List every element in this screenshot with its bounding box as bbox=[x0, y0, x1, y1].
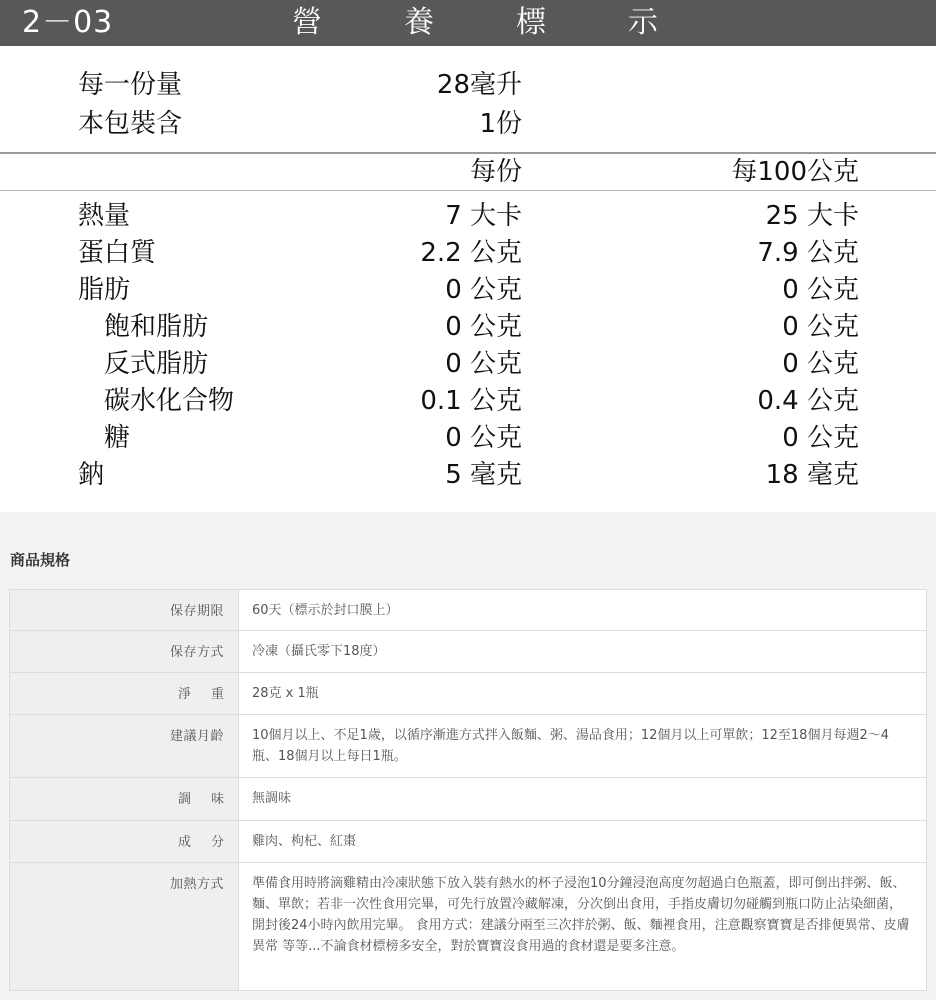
spec-row bbox=[10, 778, 927, 821]
spec-row bbox=[10, 631, 927, 673]
spec-key-text: 調味 bbox=[177, 792, 244, 807]
nutrient-per-100: 0 公克 bbox=[782, 423, 859, 453]
nutrient-name: 熱量 bbox=[78, 201, 131, 231]
nutrient-per-serving: 5 毫克 bbox=[445, 460, 522, 490]
label-title bbox=[292, 4, 740, 42]
spec-title: 商品規格 bbox=[10, 551, 71, 569]
spec-row bbox=[10, 590, 927, 631]
serving-size-value: 28毫升 bbox=[436, 70, 522, 100]
nutrient-name: 糖 bbox=[104, 423, 131, 453]
nutrient-name: 飽和脂肪 bbox=[104, 312, 209, 342]
spec-key bbox=[10, 821, 244, 863]
spec-key: 建議月齡 bbox=[10, 715, 239, 778]
nutrient-per-serving: 0 公克 bbox=[445, 349, 522, 379]
spec-key-text: 成分 bbox=[177, 835, 244, 850]
nutrient-name: 蛋白質 bbox=[78, 238, 157, 268]
nutrient-per-100: 0.4 公克 bbox=[757, 386, 859, 416]
nutrient-per-100: 18 毫克 bbox=[765, 460, 859, 490]
nutrient-per-100: 0 公克 bbox=[782, 349, 859, 379]
spec-value: 準備食用時將滴雞精由冷凍狀態下放入裝有熱水的杯子浸泡10分鐘浸泡高度勿超過白色瓶蓋，即可倒出拌粥、飯、麵、單飲；若非一次性食用完畢，可先行放置冷藏解凍，分次倒出食用，手指皮膚切勿碰觸到瓶口防止沾染細菌，開封後24小時內飲用完畢。 食用方式：建議分兩至三次拌於粥、飯、麵裡食用，注意觀察寶寶是否排便異常、皮膚異常 等等...不論食材標榜多安全，對於寶寶沒食用過的食材還是要多注意。 bbox=[239, 863, 927, 991]
nutrient-per-serving: 2.2 公克 bbox=[420, 238, 522, 268]
nutrient-name: 反式脂肪 bbox=[104, 349, 209, 379]
nutrient-per-100: 7.9 公克 bbox=[757, 238, 859, 268]
label-header bbox=[0, 0, 936, 46]
spec-key bbox=[10, 778, 244, 821]
spec-key-text: 淨重 bbox=[177, 687, 244, 702]
spec-row bbox=[10, 821, 927, 863]
nutrient-per-serving: 0 公克 bbox=[445, 423, 522, 453]
spec-value: 28克 x 1瓶 bbox=[239, 673, 927, 715]
nutrient-per-serving: 0 公克 bbox=[445, 275, 522, 305]
divider bbox=[0, 190, 936, 191]
spec-value: 10個月以上、不足1歲，以循序漸進方式拌入飯麵、粥、湯品食用；12個月以上可單飲；12至18個月每週2～4瓶、18個月以上每日1瓶。 bbox=[239, 715, 927, 778]
servings-label: 本包裝含 bbox=[78, 109, 183, 139]
nutrient-name: 脂肪 bbox=[78, 275, 131, 305]
spec-key: 保存期限 bbox=[10, 590, 239, 631]
nutrient-per-serving: 7 大卡 bbox=[445, 201, 522, 231]
nutrient-per-serving: 0.1 公克 bbox=[420, 386, 522, 416]
spec-row bbox=[10, 863, 927, 991]
servings-value: 1份 bbox=[479, 109, 522, 139]
spec-key bbox=[10, 673, 244, 715]
spec-value: 60天（標示於封口膜上） bbox=[239, 590, 927, 631]
spec-key: 保存方式 bbox=[10, 631, 239, 673]
nutrient-name: 碳水化合物 bbox=[104, 386, 235, 416]
serving-size-label: 每一份量 bbox=[78, 70, 183, 100]
col-per-serving: 每份 bbox=[469, 157, 522, 187]
col-per-100: 每100公克 bbox=[731, 157, 859, 187]
spec-value: 無調味 bbox=[239, 778, 927, 821]
label-title-char: 養 bbox=[404, 5, 434, 40]
label-title-char: 示 bbox=[628, 5, 658, 40]
label-title-char: 標 bbox=[516, 5, 546, 40]
spec-table bbox=[9, 589, 927, 991]
spec-value: 雞肉、枸杞、紅棗 bbox=[239, 821, 927, 863]
nutrient-per-100: 0 公克 bbox=[782, 275, 859, 305]
spec-key: 加熱方式 bbox=[10, 863, 239, 991]
nutrient-per-serving: 0 公克 bbox=[445, 312, 522, 342]
label-title-char: 營 bbox=[292, 5, 322, 40]
nutrient-per-100: 25 大卡 bbox=[765, 201, 859, 231]
nutrient-name: 鈉 bbox=[78, 460, 105, 490]
divider bbox=[0, 152, 936, 154]
nutrient-per-100: 0 公克 bbox=[782, 312, 859, 342]
spec-value: 冷凍（攝氏零下18度） bbox=[239, 631, 927, 673]
spec-row bbox=[10, 673, 927, 715]
spec-row bbox=[10, 715, 927, 778]
product-code: 2－03 bbox=[22, 5, 114, 40]
